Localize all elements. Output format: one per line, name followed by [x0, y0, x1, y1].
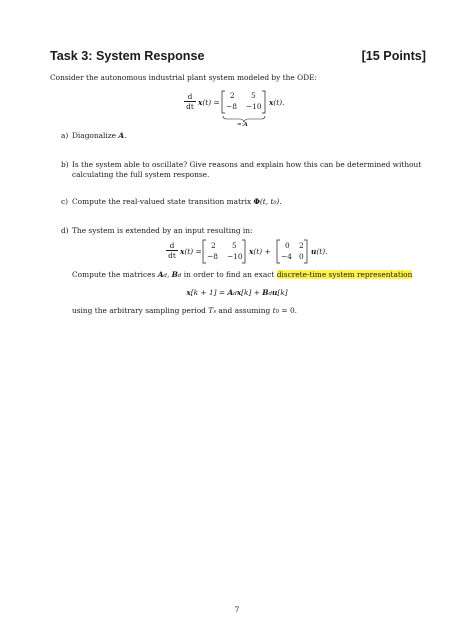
- eq1-brace-label: =:A: [237, 122, 248, 128]
- item-a-label: a): [61, 131, 69, 140]
- item-b-line2: calculating the full system response.: [72, 170, 210, 179]
- eq1-a21: −8: [226, 102, 237, 111]
- eq2-a11: 2: [211, 241, 216, 250]
- equation-2: [0, 238, 474, 268]
- item-b-label: b): [61, 160, 69, 169]
- eq1-lhs: x(t) =: [198, 98, 220, 107]
- eq2-lhs: x(t) =: [180, 247, 202, 256]
- eq1-a22: −10: [246, 102, 262, 111]
- item-d-compute: Compute the matrices Ad, Bd in order to find an exact discrete-time system representation: [72, 270, 413, 279]
- equation-1: [0, 88, 474, 130]
- eq2-a22: −10: [227, 252, 243, 261]
- d-middle: in order to find an exact: [181, 270, 277, 279]
- item-c-end: (t, t₀).: [259, 197, 282, 206]
- eq1-d-num: d: [187, 92, 193, 101]
- highlighted-phrase: discrete-time system representation: [276, 270, 413, 279]
- intro-text: Consider the autonomous industrial plant system modeled by the ODE:: [50, 73, 318, 82]
- d-before: Compute the matrices: [72, 270, 158, 279]
- eq2-d-num: d: [169, 241, 175, 250]
- eq2-b22: 0: [299, 252, 304, 261]
- item-d-label: d): [61, 226, 69, 235]
- eq1-rhs: x(t).: [269, 98, 285, 107]
- eq2-b12: 2: [299, 241, 304, 250]
- eq1-a11: 2: [230, 91, 235, 100]
- eq1-derivative: [184, 92, 196, 111]
- item-c-label: c): [61, 197, 69, 206]
- item-a-plain: Diagonalize: [72, 131, 119, 140]
- eq2-a12: 5: [232, 241, 237, 250]
- page-number: 7: [234, 605, 240, 614]
- task-title: Task 3: System Response: [50, 49, 205, 63]
- item-a-end: .: [124, 131, 127, 140]
- task-points: [15 Points]: [361, 49, 426, 63]
- eq2-derivative: [166, 241, 178, 260]
- item-a-bold: A: [118, 131, 125, 140]
- item-d-end: using the arbitrary sampling period Ts and assuming t0 = 0.: [72, 306, 298, 315]
- item-b-line1: Is the system able to oscillate? Give reasons and explain how this can be determined without: [72, 160, 422, 169]
- item-d-text: The system is extended by an input resulting in:: [72, 226, 253, 235]
- item-c-plain: Compute the real-valued state transition matrix: [72, 197, 254, 206]
- eq2-mid: x(t) +: [249, 247, 271, 256]
- item-c-text: [72, 197, 282, 207]
- eq2-a21: −8: [207, 252, 218, 261]
- item-c-bold: Φ: [253, 197, 260, 206]
- eq1-d-den: dt: [184, 101, 196, 111]
- eq2-d-den: dt: [166, 250, 178, 260]
- eq2-b21: −4: [281, 252, 292, 261]
- eq1-a12: 5: [251, 91, 256, 100]
- eq2-end: u(t).: [311, 247, 328, 256]
- equation-3: x[k + 1] = Adx[k] + Bdu[k]: [186, 288, 288, 297]
- item-a-text: [72, 131, 126, 141]
- eq2-b11: 0: [285, 241, 290, 250]
